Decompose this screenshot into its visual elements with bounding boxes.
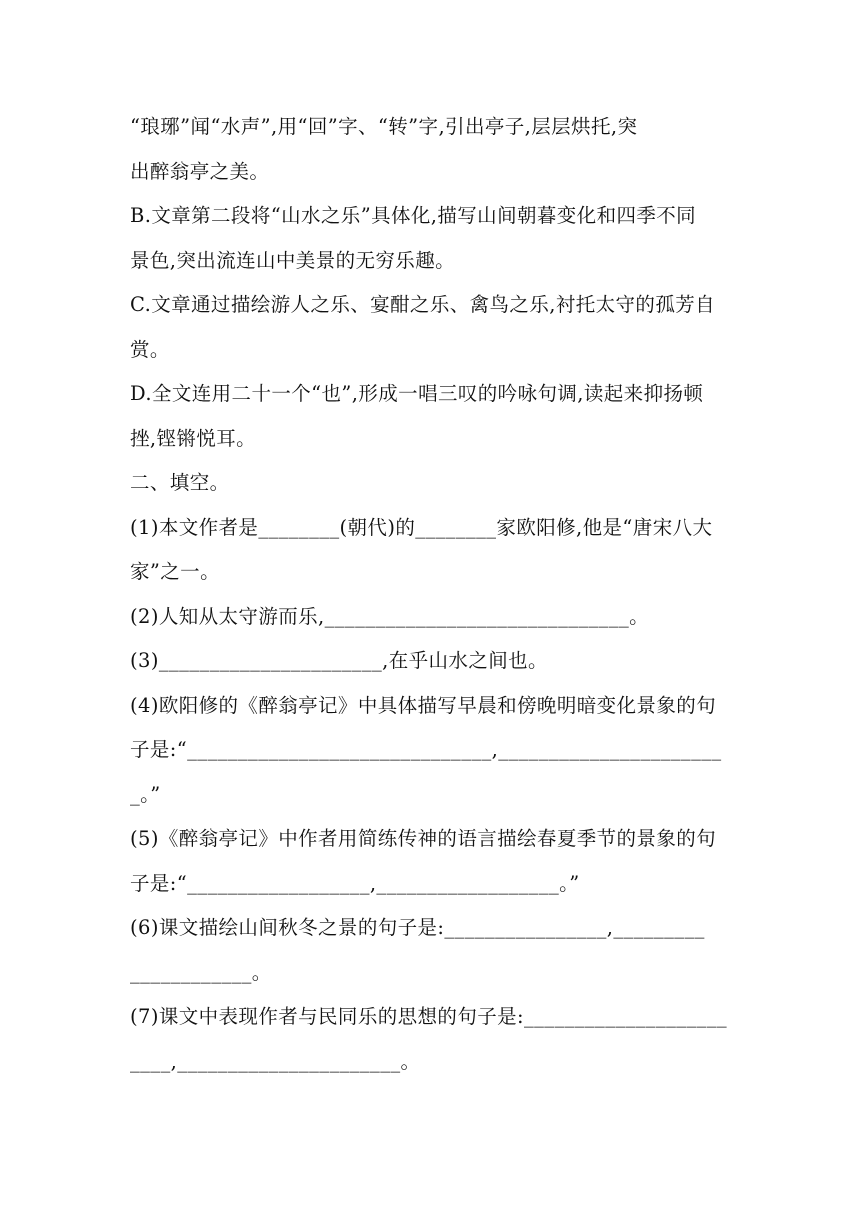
text-line: _。” xyxy=(130,782,161,806)
text-line: 景色,突出流连山中美景的无穷乐趣。 xyxy=(130,248,455,272)
question-6-line: (6)课文描绘山间秋冬之景的句子是:________________,_________ xyxy=(130,916,705,939)
text-line: ____,______________________。 xyxy=(130,1049,421,1073)
option-b-line: B.文章第二段将“山水之乐”具体化,描写山间朝暮变化和四季不同 xyxy=(130,204,697,227)
text-line: ____________。 xyxy=(130,960,272,984)
document-page xyxy=(130,105,730,1084)
question-4-line: (4)欧阳修的《醉翁亭记》中具体描写早晨和傍晚明暗变化景象的句 xyxy=(130,693,717,717)
text-line: 子是:“______________________________,______________________ xyxy=(130,738,722,761)
text-line: 家”之一。 xyxy=(130,560,220,583)
option-d-line: D.全文连用二十一个“也”,形成一唱三叹的吟咏句调,读起来抑扬顿 xyxy=(130,382,704,405)
text-line: 出醉翁亭之美。 xyxy=(130,159,270,183)
question-3-line: (3)______________________,在乎山水之间也。 xyxy=(130,649,548,672)
text-line: 挫,铿锵悦耳。 xyxy=(130,426,256,450)
text-line: 赏。 xyxy=(130,337,170,361)
text-line: 子是:“__________________,__________________。” xyxy=(130,871,580,895)
question-1-line: (1)本文作者是________(朝代)的________家欧阳修,他是“唐宋八大 xyxy=(130,515,713,539)
text-line: “琅琊”闻“水声”,用“回”字、“转”字,引出亭子,层层烘托,突 xyxy=(130,115,638,138)
question-5-line: (5)《醉翁亭记》中作者用简练传神的语言描绘春夏季节的景象的句 xyxy=(130,827,717,850)
question-2-line: (2)人知从太守游而乐,______________________________。 xyxy=(130,604,650,628)
option-c-line: C.文章通过描绘游人之乐、宴酣之乐、禽鸟之乐,衬托太守的孤芳自 xyxy=(130,293,716,316)
section-heading: 二、填空。 xyxy=(130,471,230,494)
question-7-line: (7)课文中表现作者与民同乐的思想的句子是:____________________ xyxy=(130,1005,727,1028)
